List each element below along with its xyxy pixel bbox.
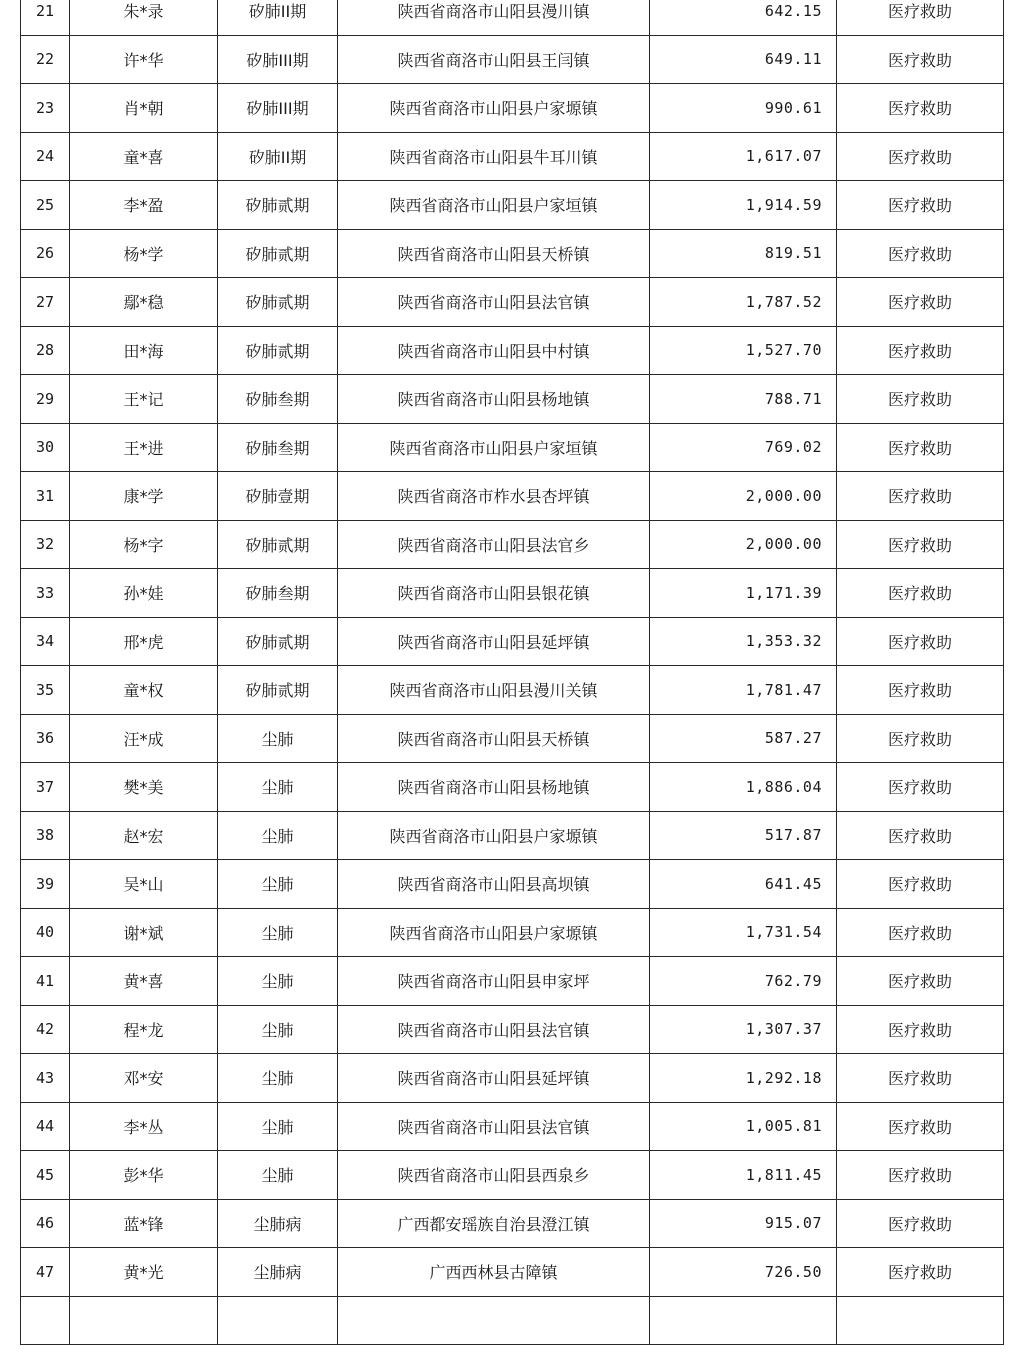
table-row bbox=[21, 811, 1004, 860]
diagnosis-cell: 尘肺 bbox=[218, 763, 338, 812]
relief-type-cell: 医疗救助 bbox=[837, 181, 1004, 230]
row-number-cell: 44 bbox=[21, 1102, 70, 1151]
relief-type-cell: 医疗救助 bbox=[837, 1005, 1004, 1054]
diagnosis-cell: 矽肺贰期 bbox=[218, 326, 338, 375]
address-cell: 广西都安瑶族自治县澄江镇 bbox=[338, 1199, 650, 1248]
person-name-cell: 杨*字 bbox=[70, 520, 218, 569]
diagnosis-cell: 尘肺 bbox=[218, 1151, 338, 1200]
person-name-cell: 赵*宏 bbox=[70, 811, 218, 860]
medical-relief-table bbox=[20, 0, 1004, 1345]
relief-amount-cell: 517.87 bbox=[650, 811, 837, 860]
relief-type-cell: 医疗救助 bbox=[837, 617, 1004, 666]
row-number-cell: 26 bbox=[21, 229, 70, 278]
address-cell: 陕西省商洛市山阳县漫川镇 bbox=[338, 0, 650, 35]
row-number-cell: 22 bbox=[21, 35, 70, 84]
person-name-cell: 许*华 bbox=[70, 35, 218, 84]
row-number-cell: 37 bbox=[21, 763, 70, 812]
diagnosis-cell: 矽肺II期 bbox=[218, 0, 338, 35]
relief-type-cell: 医疗救助 bbox=[837, 423, 1004, 472]
address-cell: 陕西省商洛市山阳县申家坪 bbox=[338, 957, 650, 1006]
person-name-cell: 鄢*稳 bbox=[70, 278, 218, 327]
table-row bbox=[21, 1151, 1004, 1200]
address-cell: 陕西省商洛市山阳县法官镇 bbox=[338, 1102, 650, 1151]
diagnosis-cell: 尘肺 bbox=[218, 908, 338, 957]
relief-type-cell: 医疗救助 bbox=[837, 35, 1004, 84]
diagnosis-cell: 矽肺叁期 bbox=[218, 375, 338, 424]
relief-amount-cell: 1,886.04 bbox=[650, 763, 837, 812]
empty-cell bbox=[218, 1296, 338, 1345]
person-name-cell: 彭*华 bbox=[70, 1151, 218, 1200]
diagnosis-cell: 矽肺III期 bbox=[218, 35, 338, 84]
table-row bbox=[21, 1248, 1004, 1297]
relief-type-cell: 医疗救助 bbox=[837, 1102, 1004, 1151]
address-cell: 陕西省商洛市山阳县户家垣镇 bbox=[338, 423, 650, 472]
row-number-cell: 32 bbox=[21, 520, 70, 569]
person-name-cell: 孙*娃 bbox=[70, 569, 218, 618]
relief-type-cell: 医疗救助 bbox=[837, 278, 1004, 327]
diagnosis-cell: 尘肺 bbox=[218, 860, 338, 909]
diagnosis-cell: 尘肺 bbox=[218, 957, 338, 1006]
address-cell: 陕西省商洛市山阳县银花镇 bbox=[338, 569, 650, 618]
row-number-cell: 41 bbox=[21, 957, 70, 1006]
diagnosis-cell: 矽肺III期 bbox=[218, 84, 338, 133]
person-name-cell: 李*丛 bbox=[70, 1102, 218, 1151]
row-number-cell: 31 bbox=[21, 472, 70, 521]
address-cell: 陕西省商洛市山阳县户家塬镇 bbox=[338, 811, 650, 860]
address-cell: 陕西省商洛市山阳县杨地镇 bbox=[338, 763, 650, 812]
table-row bbox=[21, 957, 1004, 1006]
person-name-cell: 田*海 bbox=[70, 326, 218, 375]
person-name-cell: 邢*虎 bbox=[70, 617, 218, 666]
table-row bbox=[21, 520, 1004, 569]
relief-type-cell: 医疗救助 bbox=[837, 472, 1004, 521]
relief-type-cell: 医疗救助 bbox=[837, 860, 1004, 909]
empty-cell bbox=[650, 1296, 837, 1345]
person-name-cell: 童*权 bbox=[70, 666, 218, 715]
address-cell: 陕西省商洛市山阳县天桥镇 bbox=[338, 714, 650, 763]
row-number-cell: 30 bbox=[21, 423, 70, 472]
table-row bbox=[21, 1102, 1004, 1151]
table-row bbox=[21, 0, 1004, 35]
relief-type-cell: 医疗救助 bbox=[837, 1248, 1004, 1297]
table-row bbox=[21, 860, 1004, 909]
relief-type-cell: 医疗救助 bbox=[837, 1054, 1004, 1103]
person-name-cell: 王*记 bbox=[70, 375, 218, 424]
row-number-cell: 33 bbox=[21, 569, 70, 618]
person-name-cell: 王*进 bbox=[70, 423, 218, 472]
diagnosis-cell: 矽肺叁期 bbox=[218, 423, 338, 472]
relief-type-cell: 医疗救助 bbox=[837, 908, 1004, 957]
diagnosis-cell: 矽肺贰期 bbox=[218, 520, 338, 569]
person-name-cell: 吴*山 bbox=[70, 860, 218, 909]
relief-amount-cell: 1,914.59 bbox=[650, 181, 837, 230]
table-row bbox=[21, 84, 1004, 133]
relief-amount-cell: 769.02 bbox=[650, 423, 837, 472]
relief-amount-cell: 1,781.47 bbox=[650, 666, 837, 715]
relief-amount-cell: 762.79 bbox=[650, 957, 837, 1006]
row-number-cell: 25 bbox=[21, 181, 70, 230]
address-cell: 陕西省商洛市山阳县法官镇 bbox=[338, 278, 650, 327]
diagnosis-cell: 尘肺 bbox=[218, 1054, 338, 1103]
diagnosis-cell: 矽肺II期 bbox=[218, 132, 338, 181]
row-number-cell: 45 bbox=[21, 1151, 70, 1200]
diagnosis-cell: 矽肺叁期 bbox=[218, 569, 338, 618]
relief-amount-cell: 819.51 bbox=[650, 229, 837, 278]
relief-amount-cell: 1,527.70 bbox=[650, 326, 837, 375]
table-row bbox=[21, 181, 1004, 230]
address-cell: 陕西省商洛市山阳县户家塬镇 bbox=[338, 84, 650, 133]
diagnosis-cell: 尘肺 bbox=[218, 1005, 338, 1054]
relief-type-cell: 医疗救助 bbox=[837, 229, 1004, 278]
relief-type-cell: 医疗救助 bbox=[837, 520, 1004, 569]
row-number-cell: 27 bbox=[21, 278, 70, 327]
diagnosis-cell: 矽肺贰期 bbox=[218, 666, 338, 715]
relief-type-cell: 医疗救助 bbox=[837, 0, 1004, 35]
row-number-cell: 34 bbox=[21, 617, 70, 666]
diagnosis-cell: 尘肺 bbox=[218, 811, 338, 860]
table-row bbox=[21, 326, 1004, 375]
relief-type-cell: 医疗救助 bbox=[837, 84, 1004, 133]
row-number-cell: 46 bbox=[21, 1199, 70, 1248]
relief-type-cell: 医疗救助 bbox=[837, 1151, 1004, 1200]
relief-amount-cell: 2,000.00 bbox=[650, 520, 837, 569]
person-name-cell: 杨*学 bbox=[70, 229, 218, 278]
address-cell: 陕西省商洛市山阳县法官乡 bbox=[338, 520, 650, 569]
relief-type-cell: 医疗救助 bbox=[837, 569, 1004, 618]
address-cell: 陕西省商洛市山阳县法官镇 bbox=[338, 1005, 650, 1054]
row-number-cell: 47 bbox=[21, 1248, 70, 1297]
row-number-cell: 35 bbox=[21, 666, 70, 715]
table-row bbox=[21, 132, 1004, 181]
row-number-cell: 28 bbox=[21, 326, 70, 375]
row-number-cell: 36 bbox=[21, 714, 70, 763]
relief-type-cell: 医疗救助 bbox=[837, 714, 1004, 763]
person-name-cell: 李*盈 bbox=[70, 181, 218, 230]
table-row bbox=[21, 278, 1004, 327]
person-name-cell: 童*喜 bbox=[70, 132, 218, 181]
relief-amount-cell: 788.71 bbox=[650, 375, 837, 424]
diagnosis-cell: 矽肺贰期 bbox=[218, 181, 338, 230]
person-name-cell: 蓝*锋 bbox=[70, 1199, 218, 1248]
relief-type-cell: 医疗救助 bbox=[837, 957, 1004, 1006]
diagnosis-cell: 矽肺贰期 bbox=[218, 278, 338, 327]
address-cell: 陕西省商洛市山阳县杨地镇 bbox=[338, 375, 650, 424]
diagnosis-cell: 矽肺贰期 bbox=[218, 229, 338, 278]
table-body bbox=[21, 0, 1004, 1345]
person-name-cell: 樊*美 bbox=[70, 763, 218, 812]
table-row bbox=[21, 472, 1004, 521]
relief-amount-cell: 1,811.45 bbox=[650, 1151, 837, 1200]
row-number-cell: 23 bbox=[21, 84, 70, 133]
row-number-cell: 40 bbox=[21, 908, 70, 957]
relief-type-cell: 医疗救助 bbox=[837, 763, 1004, 812]
relief-table-container bbox=[20, 0, 1003, 1345]
diagnosis-cell: 矽肺贰期 bbox=[218, 617, 338, 666]
person-name-cell: 谢*斌 bbox=[70, 908, 218, 957]
address-cell: 陕西省商洛市山阳县天桥镇 bbox=[338, 229, 650, 278]
table-row bbox=[21, 35, 1004, 84]
relief-type-cell: 医疗救助 bbox=[837, 375, 1004, 424]
empty-cell bbox=[70, 1296, 218, 1345]
row-number-cell: 24 bbox=[21, 132, 70, 181]
table-row bbox=[21, 908, 1004, 957]
relief-amount-cell: 1,731.54 bbox=[650, 908, 837, 957]
address-cell: 陕西省商洛市山阳县中村镇 bbox=[338, 326, 650, 375]
person-name-cell: 肖*朝 bbox=[70, 84, 218, 133]
diagnosis-cell: 尘肺 bbox=[218, 714, 338, 763]
person-name-cell: 朱*录 bbox=[70, 0, 218, 35]
address-cell: 陕西省商洛市山阳县牛耳川镇 bbox=[338, 132, 650, 181]
relief-type-cell: 医疗救助 bbox=[837, 326, 1004, 375]
table-row bbox=[21, 714, 1004, 763]
table-row-partial bbox=[21, 1296, 1004, 1345]
relief-amount-cell: 915.07 bbox=[650, 1199, 837, 1248]
row-number-cell: 43 bbox=[21, 1054, 70, 1103]
address-cell: 陕西省商洛市山阳县高坝镇 bbox=[338, 860, 650, 909]
table-row bbox=[21, 229, 1004, 278]
relief-amount-cell: 1,787.52 bbox=[650, 278, 837, 327]
diagnosis-cell: 尘肺 bbox=[218, 1102, 338, 1151]
address-cell: 陕西省商洛市山阳县延坪镇 bbox=[338, 1054, 650, 1103]
person-name-cell: 康*学 bbox=[70, 472, 218, 521]
address-cell: 陕西省商洛市山阳县西泉乡 bbox=[338, 1151, 650, 1200]
row-number-cell: 42 bbox=[21, 1005, 70, 1054]
relief-amount-cell: 587.27 bbox=[650, 714, 837, 763]
address-cell: 陕西省商洛市山阳县漫川关镇 bbox=[338, 666, 650, 715]
table-row bbox=[21, 666, 1004, 715]
row-number-cell: 38 bbox=[21, 811, 70, 860]
person-name-cell: 黄*光 bbox=[70, 1248, 218, 1297]
diagnosis-cell: 尘肺病 bbox=[218, 1199, 338, 1248]
relief-type-cell: 医疗救助 bbox=[837, 811, 1004, 860]
relief-amount-cell: 1,292.18 bbox=[650, 1054, 837, 1103]
relief-type-cell: 医疗救助 bbox=[837, 666, 1004, 715]
address-cell: 陕西省商洛市柞水县杏坪镇 bbox=[338, 472, 650, 521]
relief-amount-cell: 649.11 bbox=[650, 35, 837, 84]
relief-amount-cell: 641.45 bbox=[650, 860, 837, 909]
person-name-cell: 邓*安 bbox=[70, 1054, 218, 1103]
diagnosis-cell: 尘肺病 bbox=[218, 1248, 338, 1297]
relief-amount-cell: 1,171.39 bbox=[650, 569, 837, 618]
empty-cell bbox=[837, 1296, 1004, 1345]
address-cell: 陕西省商洛市山阳县延坪镇 bbox=[338, 617, 650, 666]
row-number-cell: 39 bbox=[21, 860, 70, 909]
relief-amount-cell: 1,307.37 bbox=[650, 1005, 837, 1054]
table-row bbox=[21, 1054, 1004, 1103]
row-number-cell: 21 bbox=[21, 0, 70, 35]
relief-amount-cell: 990.61 bbox=[650, 84, 837, 133]
table-row bbox=[21, 1005, 1004, 1054]
address-cell: 陕西省商洛市山阳县王闫镇 bbox=[338, 35, 650, 84]
relief-type-cell: 医疗救助 bbox=[837, 132, 1004, 181]
address-cell: 陕西省商洛市山阳县户家垣镇 bbox=[338, 181, 650, 230]
person-name-cell: 汪*成 bbox=[70, 714, 218, 763]
address-cell: 广西西林县古障镇 bbox=[338, 1248, 650, 1297]
relief-amount-cell: 1,353.32 bbox=[650, 617, 837, 666]
relief-amount-cell: 642.15 bbox=[650, 0, 837, 35]
table-row bbox=[21, 617, 1004, 666]
table-row bbox=[21, 1199, 1004, 1248]
diagnosis-cell: 矽肺壹期 bbox=[218, 472, 338, 521]
relief-type-cell: 医疗救助 bbox=[837, 1199, 1004, 1248]
address-cell: 陕西省商洛市山阳县户家塬镇 bbox=[338, 908, 650, 957]
empty-cell bbox=[21, 1296, 70, 1345]
table-row bbox=[21, 375, 1004, 424]
relief-amount-cell: 1,617.07 bbox=[650, 132, 837, 181]
table-row bbox=[21, 569, 1004, 618]
person-name-cell: 黄*喜 bbox=[70, 957, 218, 1006]
empty-cell bbox=[338, 1296, 650, 1345]
table-row bbox=[21, 763, 1004, 812]
person-name-cell: 程*龙 bbox=[70, 1005, 218, 1054]
row-number-cell: 29 bbox=[21, 375, 70, 424]
relief-amount-cell: 1,005.81 bbox=[650, 1102, 837, 1151]
relief-amount-cell: 726.50 bbox=[650, 1248, 837, 1297]
relief-amount-cell: 2,000.00 bbox=[650, 472, 837, 521]
table-row bbox=[21, 423, 1004, 472]
